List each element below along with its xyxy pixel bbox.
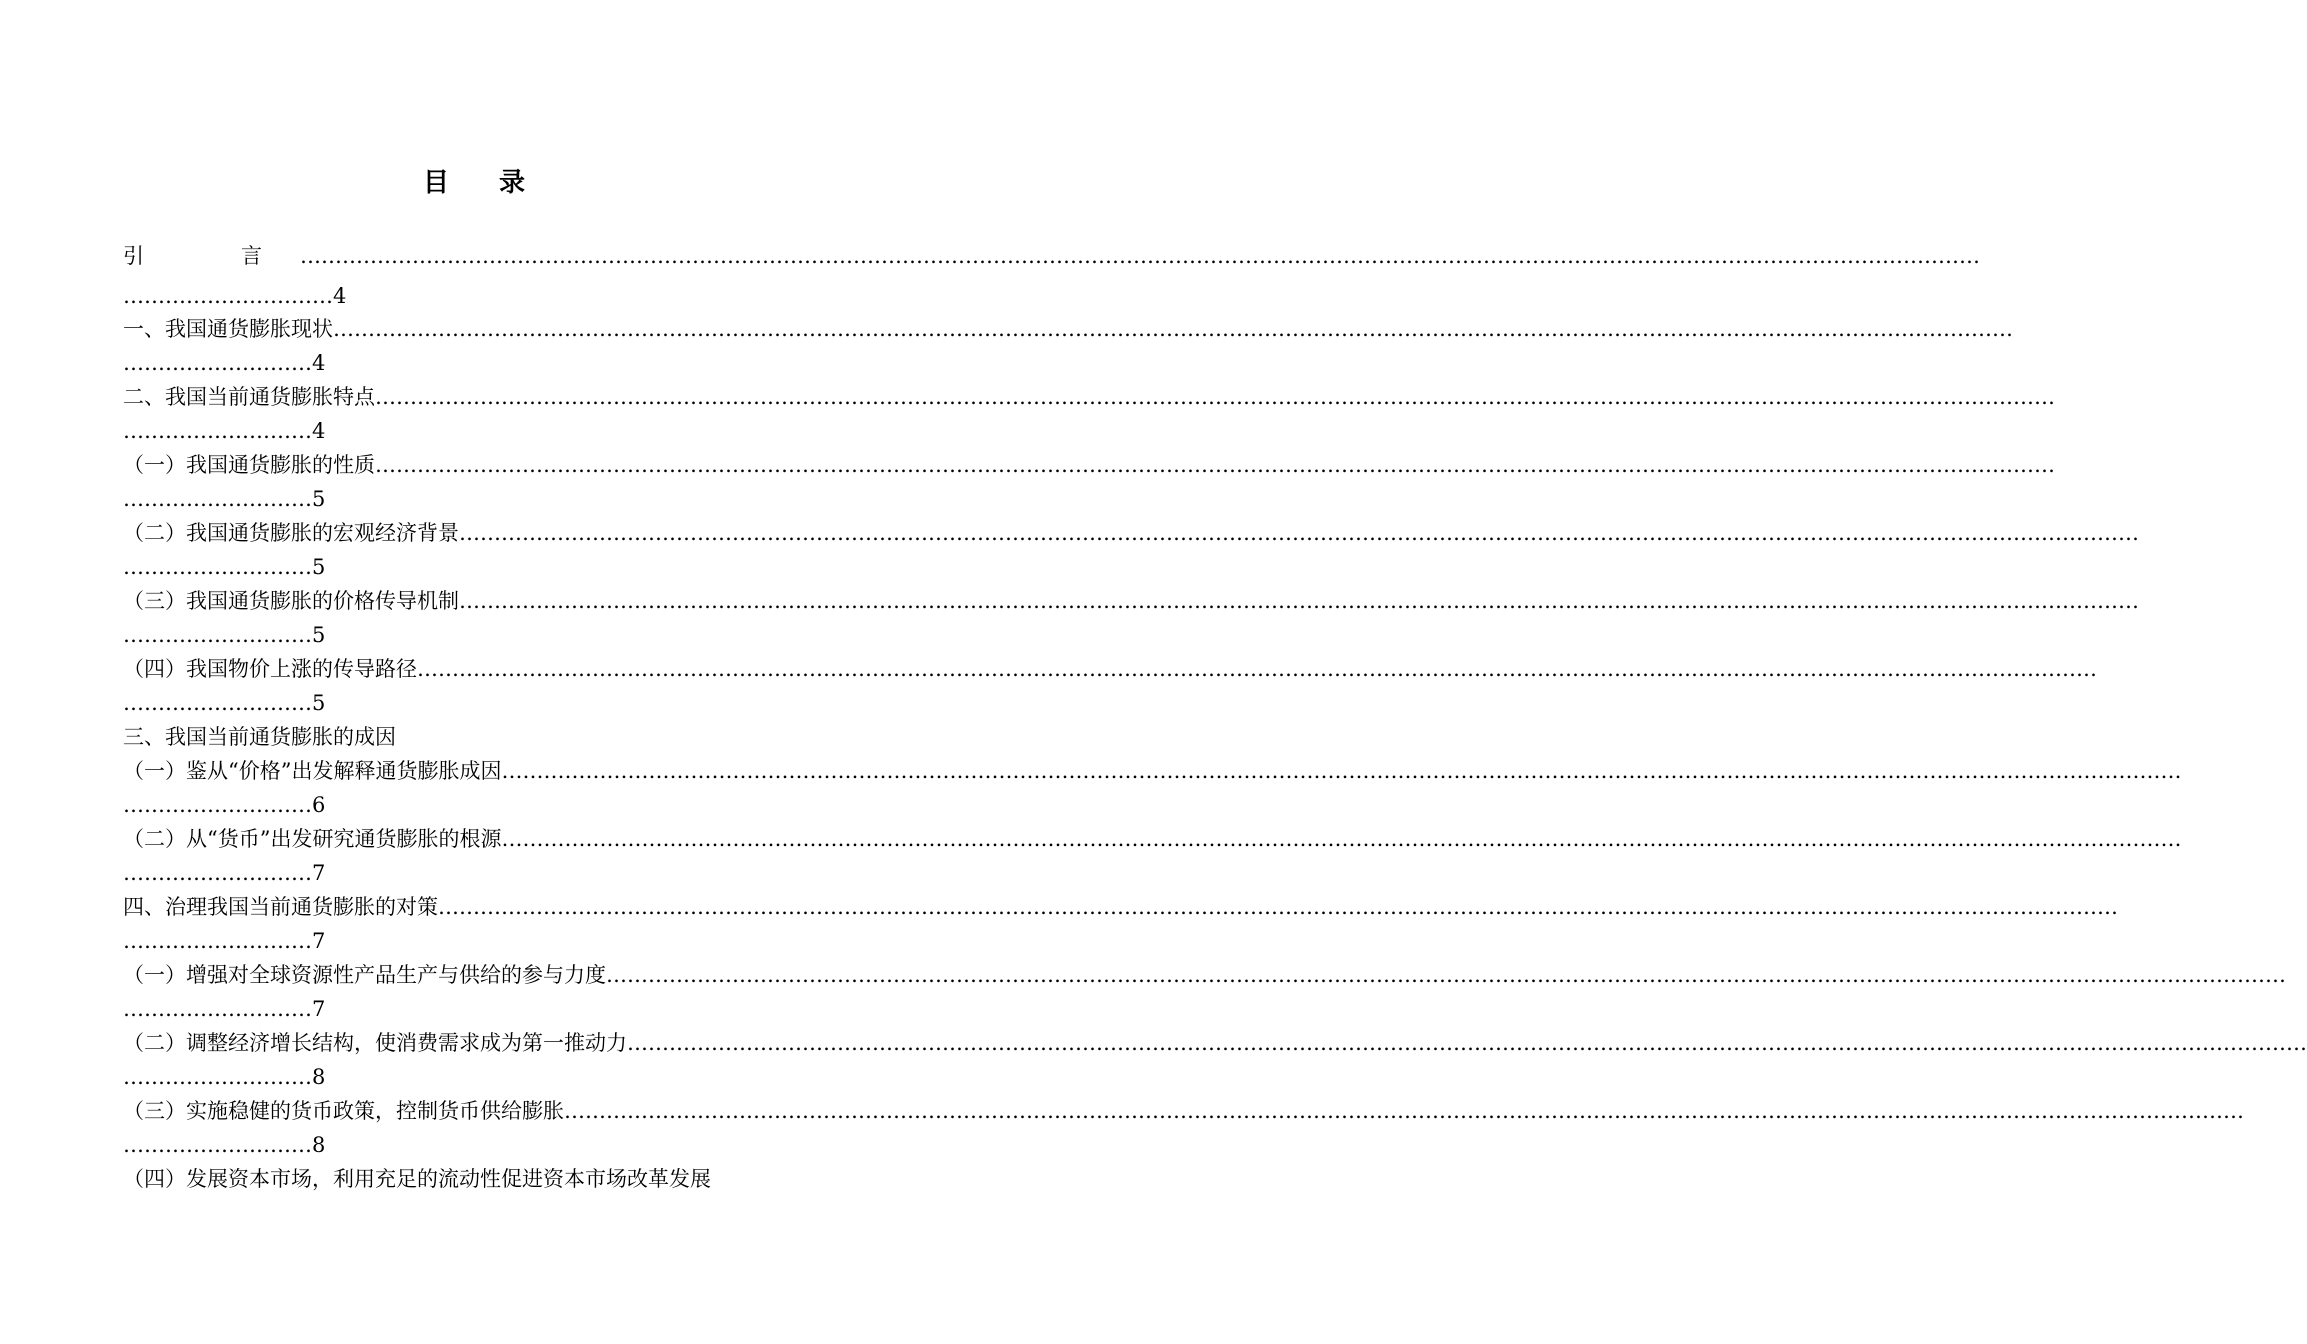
toc-entry-page-line xyxy=(123,788,829,822)
toc-entry-label: （二）调整经济增长结构，使消费需求成为第一推动力 xyxy=(123,1031,627,1055)
toc-entry-page-line xyxy=(123,856,829,890)
toc-entry-label: （三）我国通货膨胀的价格传导机制 xyxy=(123,589,459,613)
dot-leader: …………………………………………………………………………………………………………………………………………………………………………………………………………………… xyxy=(459,589,2139,613)
dot-leader: …………………………………………………………………………………………………………………………………………………………………………………………………………………… xyxy=(627,1031,2307,1055)
dot-leader: …………………………………………………………………………………………………………………………………………………………………………………………………………………… xyxy=(501,759,2182,783)
toc-entry-page-number: 5 xyxy=(312,691,326,715)
toc-entry xyxy=(123,232,1980,280)
toc-entry xyxy=(123,754,2182,788)
toc-entry-page-line xyxy=(123,550,829,584)
toc-entry-page-line xyxy=(123,414,829,448)
toc-entry-page-number: 6 xyxy=(312,793,326,817)
toc-entry-label: 四、治理我国当前通货膨胀的对策 xyxy=(123,895,438,919)
dot-leader: ……………………… xyxy=(123,997,312,1021)
dot-leader: …………………………………………………………………………………………………………………………………………………………………………………………………………………… xyxy=(417,657,2097,681)
dot-leader: …………………………………………………………………………………………………………………………………………………………………………………………………………………… xyxy=(333,317,2013,341)
toc-title-part1: 目 xyxy=(422,168,451,198)
toc-entry-page-number: 8 xyxy=(312,1133,326,1157)
toc-entry-page-number: 7 xyxy=(312,861,326,885)
toc-entry-label: （一）鉴从“价格”出发解释通货膨胀成因 xyxy=(123,759,502,783)
toc-entry xyxy=(123,448,2055,482)
toc-title-part2: 录 xyxy=(499,168,528,198)
toc-entry-page-number: 4 xyxy=(333,284,347,308)
toc-entry-page-line xyxy=(123,618,829,652)
toc-entry-label: （二）我国通货膨胀的宏观经济背景 xyxy=(123,521,459,545)
toc-entry-label: （一）我国通货膨胀的性质 xyxy=(123,453,375,477)
dot-leader: ……………………… xyxy=(123,623,312,647)
toc-entry-page-number: 7 xyxy=(312,929,326,953)
toc-title xyxy=(0,162,950,199)
dot-leader: …………………………………………………………………………………………………………………………………………………………………………………………………………………… xyxy=(501,827,2182,851)
toc-entry-label: （三）实施稳健的货币政策，控制货币供给膨胀 xyxy=(123,1099,564,1123)
toc-entry-page-number: 5 xyxy=(312,623,326,647)
toc-entry-page-line xyxy=(123,992,829,1026)
dot-leader: ……………………… xyxy=(123,1065,312,1089)
dot-leader: …………………………………………………………………………………………………………………………………………………………………………………………………………………… xyxy=(459,521,2139,545)
dot-leader: ……………………… xyxy=(123,861,312,885)
toc-entry-page-line xyxy=(123,924,829,958)
toc-entry-page-number: 4 xyxy=(312,351,326,375)
toc-entry-page-line xyxy=(123,1060,829,1094)
toc-entry-page-line xyxy=(123,686,829,720)
toc-entry xyxy=(123,1162,829,1196)
toc-entry-page-line xyxy=(123,1128,829,1162)
toc-entry-label: 三、我国当前通货膨胀的成因 xyxy=(123,725,396,749)
toc-entry xyxy=(123,958,2286,992)
toc-entry xyxy=(123,822,2182,856)
toc-entry-label: 二、我国当前通货膨胀特点 xyxy=(123,385,375,409)
toc-entry xyxy=(123,1094,2244,1128)
toc-entry-label: 一、我国通货膨胀现状 xyxy=(123,317,333,341)
dot-leader: …………………………………………………………………………………………………………………………………………………………………………………………………………………… xyxy=(375,453,2055,477)
dot-leader: …………………………………………………………………………………………………………………………………………………………………………………………………………………… xyxy=(438,895,2118,919)
toc-entry-label: （四）发展资本市场，利用充足的流动性促进资本市场改革发展 xyxy=(123,1167,711,1191)
toc-entry-page-number: 7 xyxy=(312,997,326,1021)
toc-entry-page-number: 4 xyxy=(312,419,326,443)
dot-leader: ………………………… xyxy=(123,284,333,308)
toc-entry-page-line xyxy=(123,482,829,516)
dot-leader: ……………………… xyxy=(123,419,312,443)
toc-entry xyxy=(123,584,2139,618)
toc-entry-page-line xyxy=(123,346,829,380)
toc-entry xyxy=(123,720,829,754)
dot-leader: …………………………………………………………………………………………………………………………………………………………………………………………………………………… xyxy=(375,385,2055,409)
toc-entry xyxy=(123,652,2097,686)
toc-entry-page-number: 5 xyxy=(312,487,326,511)
dot-leader: …………………………………………………………………………………………………………………………………………………………………………………………………………………… xyxy=(300,244,1980,268)
dot-leader: …………………………………………………………………………………………………………………………………………………………………………………………………………………… xyxy=(606,963,2286,987)
toc-entry xyxy=(123,312,2013,346)
toc-entry-page-number: 8 xyxy=(312,1065,326,1089)
toc-entry-page-number: 5 xyxy=(312,555,326,579)
dot-leader: …………………………………………………………………………………………………………………………………………………………………………………………………………………… xyxy=(564,1099,2244,1123)
toc-entry-label: （一）增强对全球资源性产品生产与供给的参与力度 xyxy=(123,963,606,987)
dot-leader: ……………………… xyxy=(123,1133,312,1157)
dot-leader: ……………………… xyxy=(123,351,312,375)
toc-entry xyxy=(123,516,2139,550)
toc-entry xyxy=(123,890,2118,924)
dot-leader: ……………………… xyxy=(123,793,312,817)
dot-leader: ……………………… xyxy=(123,555,312,579)
dot-leader: ……………………… xyxy=(123,487,312,511)
toc-entry-page-line xyxy=(123,280,829,312)
toc-entry-label: （四）我国物价上涨的传导路径 xyxy=(123,657,417,681)
toc-entry-label: （二）从“货币”出发研究通货膨胀的根源 xyxy=(123,827,502,851)
dot-leader: ……………………… xyxy=(123,929,312,953)
dot-leader: ……………………… xyxy=(123,691,312,715)
toc-entry-label: 引 言 xyxy=(123,244,300,268)
table-of-contents xyxy=(123,232,2307,1196)
toc-entry xyxy=(123,380,2055,414)
toc-entry xyxy=(123,1026,2307,1060)
